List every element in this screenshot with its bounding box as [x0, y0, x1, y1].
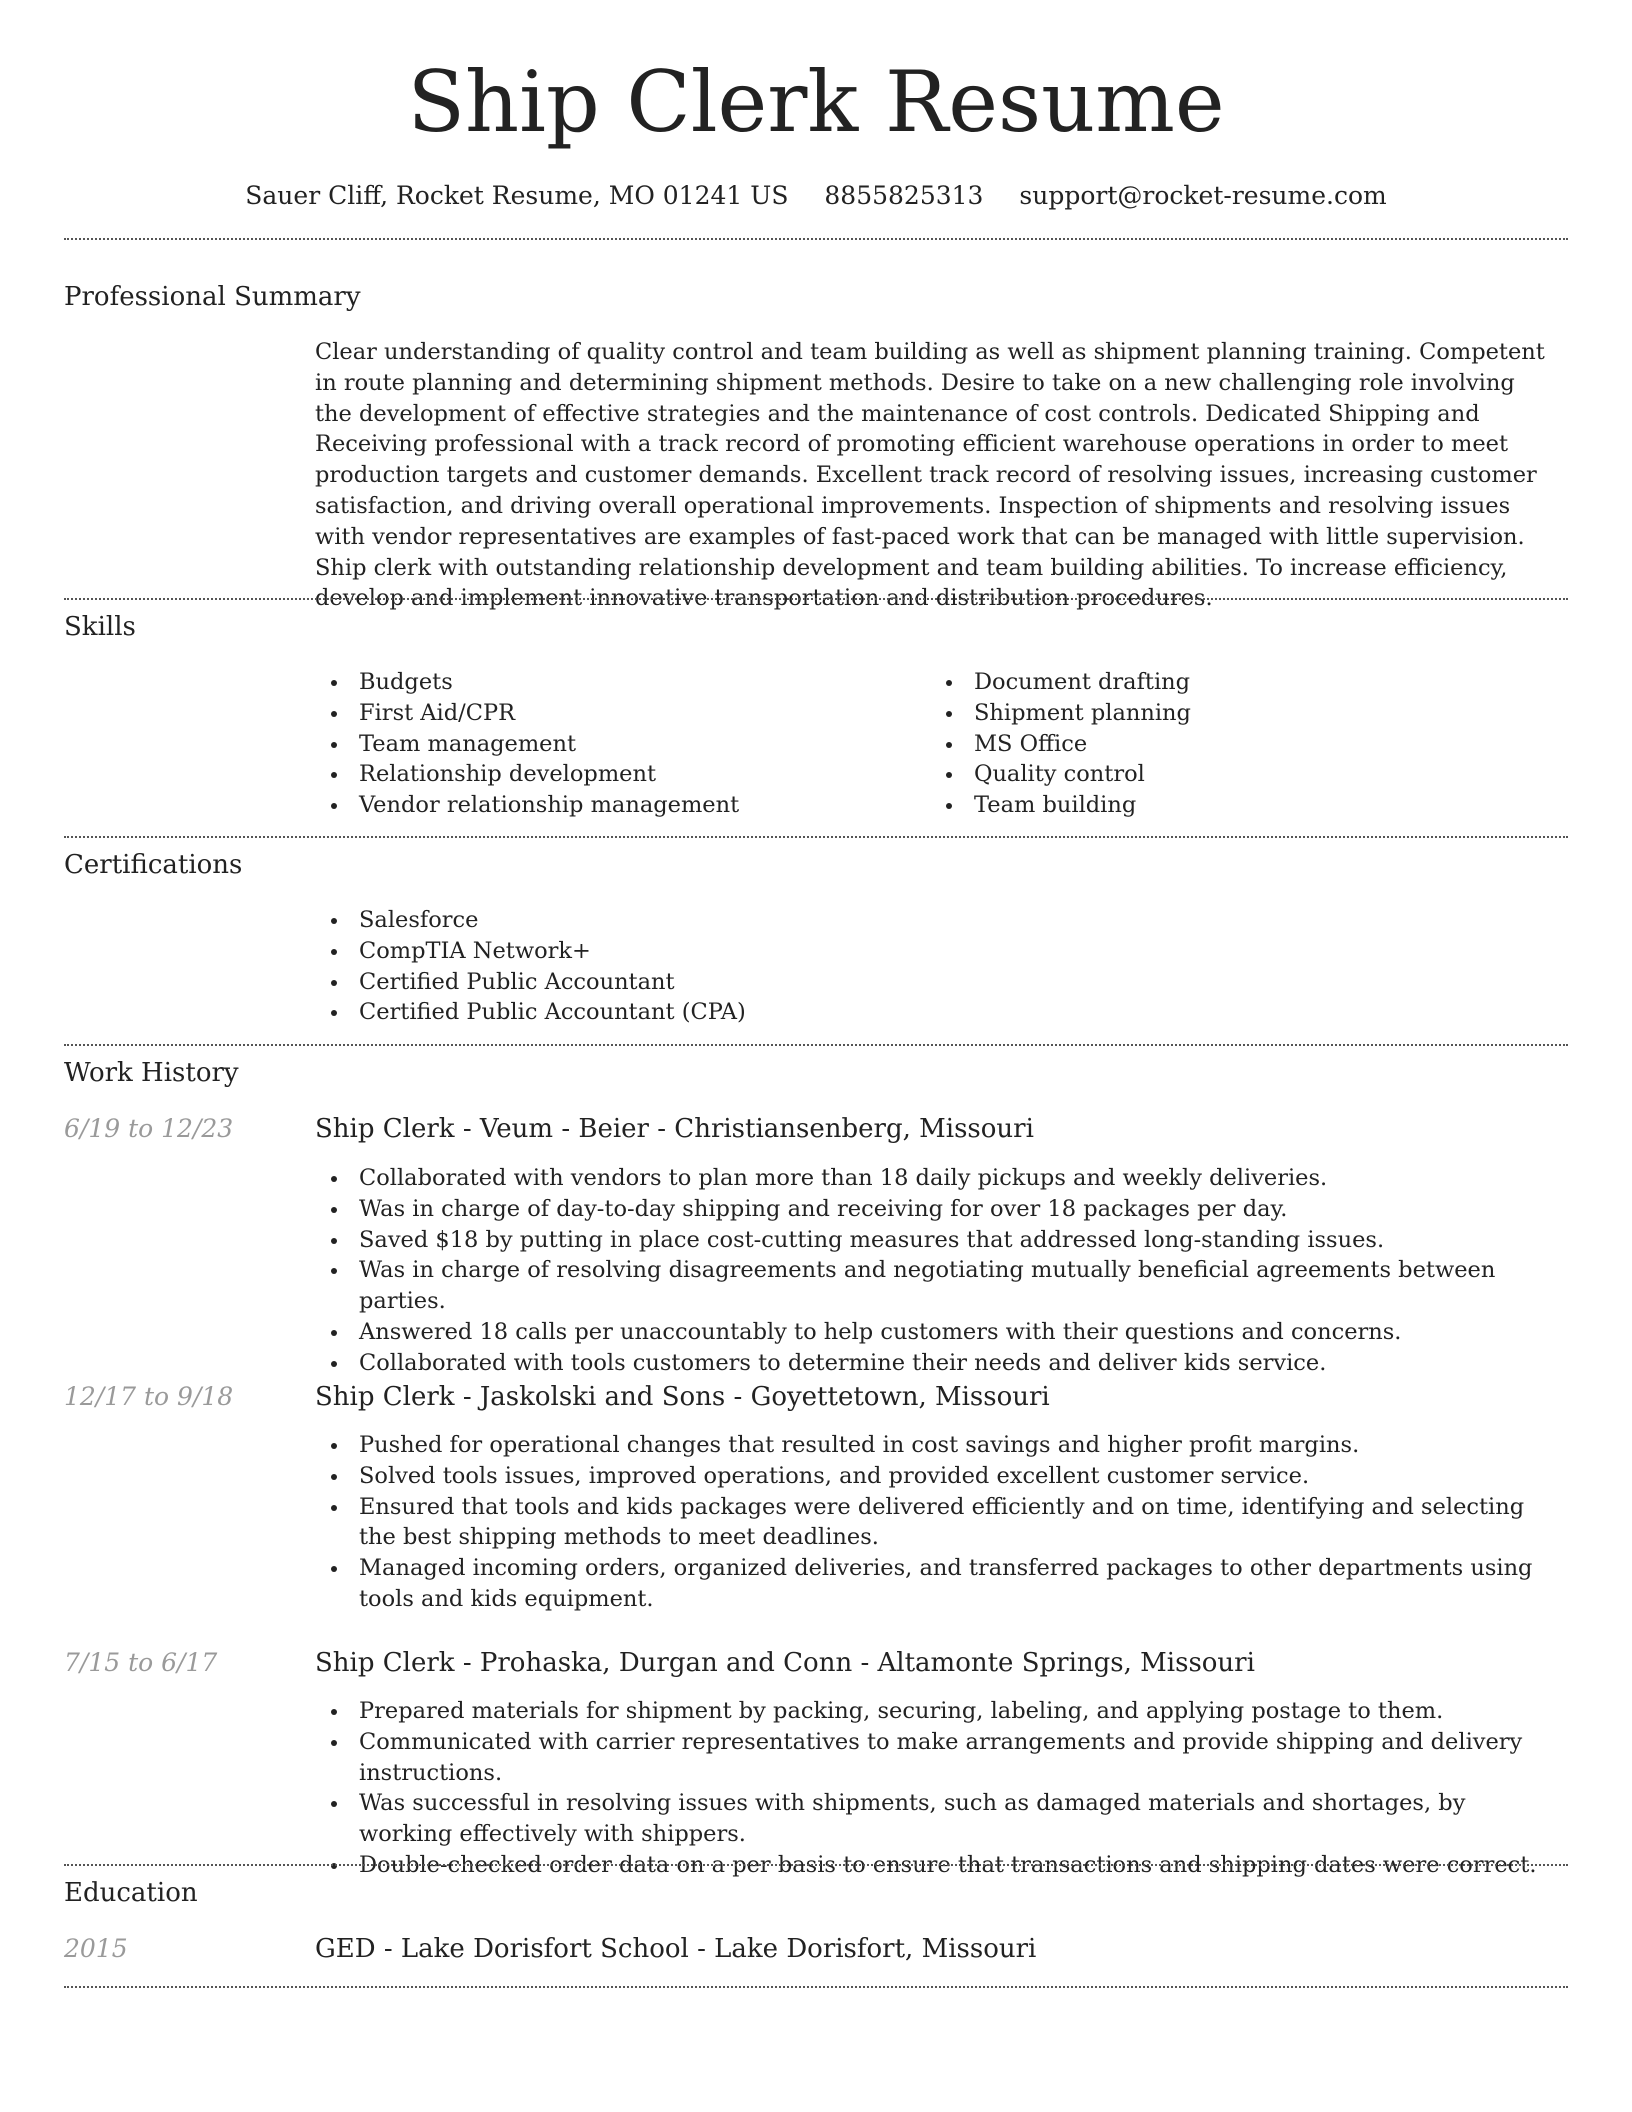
work-history-heading: Work History [64, 1058, 239, 1088]
resume-title: Ship Clerk Resume [407, 53, 1225, 151]
section-divider [64, 1864, 1568, 1866]
job-bullets [315, 1696, 1555, 1881]
job-bullet: Collaborated with tools customers to determine their needs and deliver kids service. [315, 1348, 1555, 1379]
skill-item: Quality control [930, 759, 1530, 790]
summary-heading: Professional Summary [64, 282, 361, 312]
certification-item: Certified Public Accountant [315, 967, 1555, 998]
summary-text: Clear understanding of quality control and team building as well as shipment planning training. Competent in route planning and determining shipment methods. Desire to take on a new challenging role involving the development of effective strategies and the maintenance of cost controls. Dedicated Shipping and Receiving professional with a track record of promoting efficient warehouse operations in order to meet production targets and customer demands. Excellent track record of resolving issues, increasing customer satisfaction, and driving overall operational improvements. Inspection of shipments and resolving issues with vendor representatives are examples of fast-paced work that can be managed with little supervision. Ship clerk with outstanding relationship development and team building abilities. To increase efficiency, develop and implement innovative transportation and distribution procedures. [315, 339, 1545, 612]
certifications-heading: Certifications [64, 850, 243, 880]
job-title: Ship Clerk - Veum - Beier - Christiansenberg, Missouri [315, 1114, 1034, 1144]
job-bullet: Solved tools issues, improved operations, and provided excellent customer service. [315, 1461, 1555, 1492]
job-bullet: Communicated with carrier representatives to make arrangements and provide shipping and delivery instructions. [315, 1727, 1555, 1789]
job-bullet: Collaborated with vendors to plan more than 18 daily pickups and weekly deliveries. [315, 1163, 1555, 1194]
skill-item: Vendor relationship management [315, 790, 915, 821]
section-divider [64, 238, 1568, 240]
job-title: Ship Clerk - Prohaska, Durgan and Conn - Altamonte Springs, Missouri [315, 1648, 1255, 1678]
section-divider [64, 836, 1568, 838]
skill-item: Relationship development [315, 759, 915, 790]
job-bullet: Was in charge of day-to-day shipping and receiving for over 18 packages per day. [315, 1194, 1555, 1225]
certification-item: Salesforce [315, 905, 1555, 936]
skills-heading: Skills [64, 612, 136, 642]
skill-item: Team management [315, 729, 915, 760]
contact-address: Sauer Cliff, Rocket Resume, MO 01241 US [245, 181, 789, 210]
job-bullet: Was in charge of resolving disagreements and negotiating mutually beneficial agreements between parties. [315, 1255, 1555, 1317]
job-bullet: Double-checked order data on a per basis to ensure that transactions and shipping dates were correct. [315, 1850, 1555, 1881]
certification-item: CompTIA Network+ [315, 936, 1555, 967]
job-bullet: Managed incoming orders, organized deliveries, and transferred packages to other departments using tools and kids equipment. [315, 1553, 1555, 1615]
education-year: 2015 [64, 1934, 128, 1963]
contact-line [0, 180, 1632, 212]
summary-body [315, 337, 1555, 614]
section-divider [64, 1044, 1568, 1046]
skill-item: Budgets [315, 667, 915, 698]
contact-email: support@rocket-resume.com [1019, 181, 1387, 210]
job-dates: 7/15 to 6/17 [64, 1648, 218, 1677]
education-entry: GED - Lake Dorisfort School - Lake Dorisfort, Missouri [315, 1934, 1037, 1964]
skill-item: Team building [930, 790, 1530, 821]
skill-item: Document drafting [930, 667, 1530, 698]
section-divider [64, 598, 1568, 600]
job-bullet: Answered 18 calls per unaccountably to help customers with their questions and concerns. [315, 1317, 1555, 1348]
job-bullet: Pushed for operational changes that resulted in cost savings and higher profit margins. [315, 1430, 1555, 1461]
job-bullet: Was successful in resolving issues with shipments, such as damaged materials and shortages, by working effectively with shippers. [315, 1788, 1555, 1850]
skills-list-right [930, 667, 1530, 821]
education-heading: Education [64, 1878, 198, 1908]
section-divider [64, 1986, 1568, 1988]
certifications-list [315, 905, 1555, 1028]
job-bullet: Ensured that tools and kids packages were delivered efficiently and on time, identifying and selecting the best shipping methods to meet deadlines. [315, 1492, 1555, 1554]
skills-list-left [315, 667, 915, 821]
skill-item: First Aid/CPR [315, 698, 915, 729]
skill-item: Shipment planning [930, 698, 1530, 729]
job-bullets [315, 1430, 1555, 1615]
certification-item: Certified Public Accountant (CPA) [315, 997, 1555, 1028]
job-dates: 6/19 to 12/23 [64, 1114, 234, 1143]
job-bullet: Saved $18 by putting in place cost-cutting measures that addressed long-standing issues. [315, 1225, 1555, 1256]
contact-phone: 8855825313 [824, 181, 984, 210]
job-dates: 12/17 to 9/18 [64, 1382, 234, 1411]
skill-item: MS Office [930, 729, 1530, 760]
job-bullet: Prepared materials for shipment by packing, securing, labeling, and applying postage to them. [315, 1696, 1555, 1727]
job-title: Ship Clerk - Jaskolski and Sons - Goyettetown, Missouri [315, 1382, 1050, 1412]
resume-header [0, 0, 1632, 212]
job-bullets [315, 1163, 1555, 1379]
